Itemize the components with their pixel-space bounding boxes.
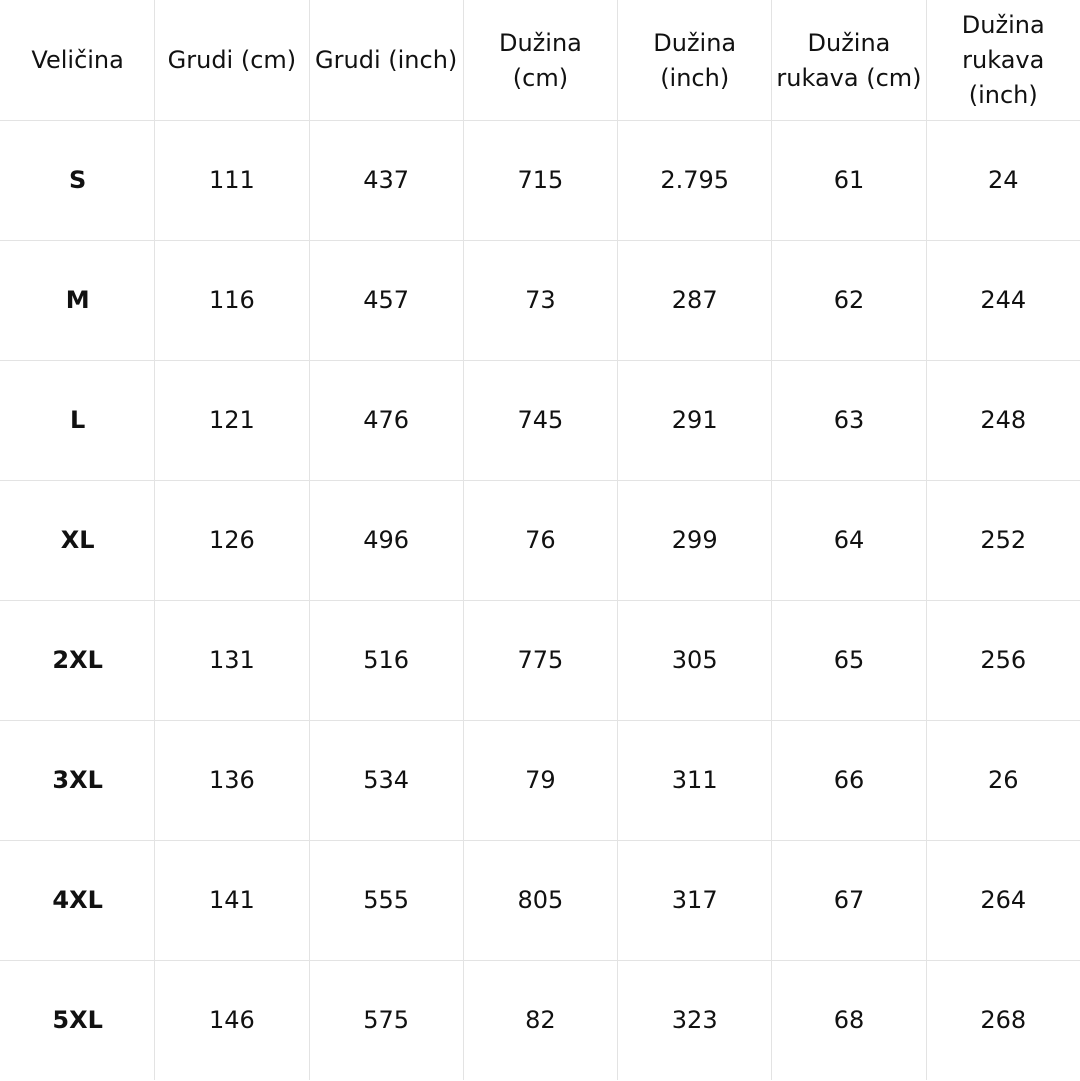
table-row bbox=[1, 721, 1080, 841]
sleeve-cm-value: 65 bbox=[772, 601, 926, 721]
size-label: S bbox=[1, 121, 155, 241]
size-label: XL bbox=[1, 481, 155, 601]
length-cm-value: 805 bbox=[463, 841, 617, 961]
length-inch-value: 291 bbox=[618, 361, 772, 481]
chest-inch-value: 555 bbox=[309, 841, 463, 961]
header-chest-cm: Grudi (cm) bbox=[155, 1, 309, 121]
length-cm-value: 775 bbox=[463, 601, 617, 721]
chest-cm-value: 116 bbox=[155, 241, 309, 361]
sleeve-inch-value: 256 bbox=[926, 601, 1080, 721]
chest-cm-value: 136 bbox=[155, 721, 309, 841]
length-cm-value: 79 bbox=[463, 721, 617, 841]
size-label: 3XL bbox=[1, 721, 155, 841]
sleeve-inch-value: 268 bbox=[926, 961, 1080, 1081]
sleeve-cm-value: 61 bbox=[772, 121, 926, 241]
size-label: L bbox=[1, 361, 155, 481]
chest-cm-value: 141 bbox=[155, 841, 309, 961]
chest-cm-value: 146 bbox=[155, 961, 309, 1081]
sleeve-inch-value: 244 bbox=[926, 241, 1080, 361]
sleeve-cm-value: 64 bbox=[772, 481, 926, 601]
size-label: 5XL bbox=[1, 961, 155, 1081]
chest-inch-value: 437 bbox=[309, 121, 463, 241]
length-inch-value: 317 bbox=[618, 841, 772, 961]
size-label: M bbox=[1, 241, 155, 361]
chest-inch-value: 516 bbox=[309, 601, 463, 721]
table-row bbox=[1, 241, 1080, 361]
length-inch-value: 311 bbox=[618, 721, 772, 841]
chest-inch-value: 534 bbox=[309, 721, 463, 841]
sleeve-cm-value: 67 bbox=[772, 841, 926, 961]
chest-inch-value: 457 bbox=[309, 241, 463, 361]
sleeve-inch-value: 252 bbox=[926, 481, 1080, 601]
table-row bbox=[1, 481, 1080, 601]
sleeve-inch-value: 24 bbox=[926, 121, 1080, 241]
chest-cm-value: 111 bbox=[155, 121, 309, 241]
length-cm-value: 73 bbox=[463, 241, 617, 361]
length-inch-value: 299 bbox=[618, 481, 772, 601]
length-cm-value: 715 bbox=[463, 121, 617, 241]
chest-inch-value: 575 bbox=[309, 961, 463, 1081]
header-chest-inch: Grudi (inch) bbox=[309, 1, 463, 121]
length-inch-value: 2.795 bbox=[618, 121, 772, 241]
length-cm-value: 76 bbox=[463, 481, 617, 601]
sleeve-cm-value: 62 bbox=[772, 241, 926, 361]
length-cm-value: 82 bbox=[463, 961, 617, 1081]
table-row bbox=[1, 601, 1080, 721]
header-sleeve-length-inch: Dužina rukava (inch) bbox=[926, 1, 1080, 121]
header-length-cm: Dužina (cm) bbox=[463, 1, 617, 121]
sleeve-cm-value: 68 bbox=[772, 961, 926, 1081]
size-label: 2XL bbox=[1, 601, 155, 721]
length-inch-value: 305 bbox=[618, 601, 772, 721]
table-header-row bbox=[1, 1, 1080, 121]
length-inch-value: 287 bbox=[618, 241, 772, 361]
chest-cm-value: 121 bbox=[155, 361, 309, 481]
sleeve-inch-value: 26 bbox=[926, 721, 1080, 841]
chest-cm-value: 131 bbox=[155, 601, 309, 721]
sleeve-inch-value: 264 bbox=[926, 841, 1080, 961]
size-label: 4XL bbox=[1, 841, 155, 961]
header-size: Veličina bbox=[1, 1, 155, 121]
chest-inch-value: 496 bbox=[309, 481, 463, 601]
table-row bbox=[1, 121, 1080, 241]
sleeve-cm-value: 63 bbox=[772, 361, 926, 481]
length-cm-value: 745 bbox=[463, 361, 617, 481]
sleeve-inch-value: 248 bbox=[926, 361, 1080, 481]
length-inch-value: 323 bbox=[618, 961, 772, 1081]
table-row bbox=[1, 961, 1080, 1081]
sleeve-cm-value: 66 bbox=[772, 721, 926, 841]
table-row bbox=[1, 841, 1080, 961]
chest-inch-value: 476 bbox=[309, 361, 463, 481]
header-sleeve-length-cm: Dužina rukava (cm) bbox=[772, 1, 926, 121]
chest-cm-value: 126 bbox=[155, 481, 309, 601]
header-length-inch: Dužina (inch) bbox=[618, 1, 772, 121]
table-row bbox=[1, 361, 1080, 481]
